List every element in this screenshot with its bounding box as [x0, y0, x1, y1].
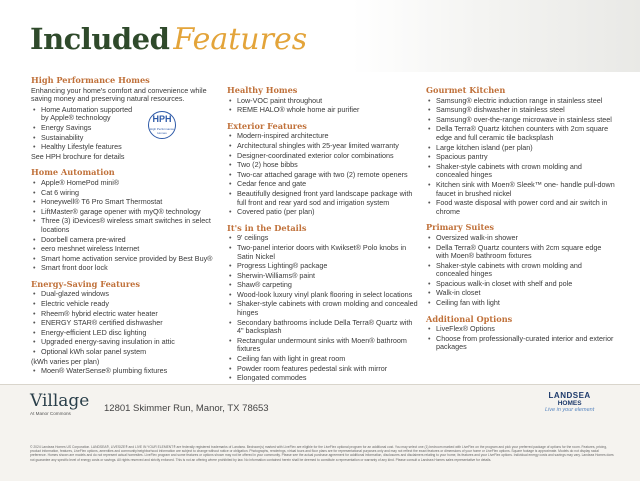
column-right — [426, 76, 616, 359]
column-middle — [227, 76, 419, 399]
list-item: • Sustainability — [31, 134, 141, 143]
list-item: • Covered patio (per plan) — [227, 208, 419, 217]
gourmet-kitchen-list — [426, 97, 616, 217]
list-item: • Rheem® hybrid electric water heater — [31, 310, 217, 319]
list-item: • Beautifully designed front yard landscape package with full front and rear yard sod and irrigation system — [227, 190, 419, 207]
landsea-logo-sub: HOMES — [557, 400, 582, 407]
energy-saving-list — [31, 290, 217, 375]
home-automation-list — [31, 179, 217, 273]
list-item: • Secondary bathrooms include Della Terra® Quartz with 4" backsplash — [227, 319, 419, 336]
list-item: • Spacious walk-in closet with shelf and pole — [426, 280, 616, 289]
list-item: • Ceiling fan with light — [426, 299, 616, 308]
list-item: • 9' ceilings — [227, 234, 419, 243]
column-left — [31, 76, 217, 383]
additional-options-list — [426, 325, 616, 352]
landsea-logo-main: LANDSEA — [548, 391, 591, 400]
page-header — [0, 0, 640, 72]
page-title — [30, 22, 307, 57]
list-item: • Della Terra® Quartz kitchen counters with 2cm square edge and full ceramic tile backsplash — [426, 125, 616, 142]
primary-suites-list — [426, 234, 616, 308]
section-title-additional-options: Additional Options — [426, 313, 513, 324]
community-address: 12801 Skimmer Run, Manor, TX 78653 — [104, 403, 269, 414]
list-item: • Cedar fence and gate — [227, 180, 419, 189]
title-part-2: Features — [173, 22, 308, 57]
list-item: • Wood-look luxury vinyl plank flooring in select locations — [227, 291, 419, 300]
list-item: • Large kitchen island (per plan) — [426, 144, 616, 153]
list-item: • Powder room features pedestal sink with mirror — [227, 365, 419, 374]
list-item: • Designer-coordinated exterior color combinations — [227, 152, 419, 161]
list-item: • LiveFlex® Options — [426, 325, 616, 334]
high-performance-intro: Enhancing your home's comfort and convenience while saving money and preserving natural resources. — [31, 85, 207, 104]
list-item: • Cat 6 wiring — [31, 189, 217, 198]
list-item: • Three (3) iDevices® wireless smart switches in select locations — [31, 217, 217, 234]
high-performance-list — [31, 106, 141, 152]
list-item: • Low-VOC paint throughout — [227, 97, 419, 106]
section-title-primary-suites: Primary Suites — [426, 222, 495, 233]
list-item: • Two-panel interior doors with Kwikset® Polo knobs in Satin Nickel — [227, 244, 419, 261]
list-item: • LiftMaster® garage opener with myQ® technology — [31, 208, 217, 217]
list-item: • Kitchen sink with Moen® Sleek™ one- handle pull-down faucet in brushed nickel — [426, 181, 616, 198]
list-item: • Doorbell camera pre-wired — [31, 236, 217, 245]
list-item: • Shaker-style cabinets with crown molding and concealed hinges — [227, 300, 419, 317]
section-title-high-performance: High Performance Homes — [31, 75, 150, 85]
list-item: • Food waste disposal with power cord and air switch in chrome — [426, 199, 616, 216]
section-title-energy-saving: Energy-Saving Features — [31, 278, 140, 289]
list-item: • Dual-glazed windows — [31, 290, 217, 299]
list-item: • Walk-in closet — [426, 289, 616, 298]
section-title-home-automation: Home Automation — [31, 167, 115, 178]
list-item: • Two (2) hose bibbs — [227, 161, 419, 170]
healthy-homes-list — [227, 97, 419, 115]
list-item: • Two-car attached garage with two (2) remote openers — [227, 171, 419, 180]
list-item: • Electric vehicle ready — [31, 300, 217, 309]
list-item: • Energy-efficient LED disc lighting — [31, 329, 217, 338]
details-list — [227, 234, 419, 392]
section-title-gourmet-kitchen: Gourmet Kitchen — [426, 85, 506, 95]
landsea-logo — [545, 391, 594, 413]
list-item: • Spacious pantry — [426, 153, 616, 162]
hph-brochure-note: See HPH brochure for details — [31, 151, 125, 161]
title-part-1: Included — [30, 22, 170, 56]
list-item: • Elongated commodes — [227, 374, 419, 383]
list-item: • Architectural shingles with 25-year limited warranty — [227, 142, 419, 151]
list-item: • Upgraded energy-saving insulation in attic — [31, 338, 217, 347]
landsea-tagline: Live in your element — [545, 407, 595, 413]
list-item: • Moen® WaterSense® plumbing fixtures — [31, 367, 217, 376]
village-logo-sub: At Manor Commons — [30, 411, 71, 416]
section-title-healthy-homes: Healthy Homes — [227, 85, 298, 95]
list-item: • Home Automation supported by Apple® technology — [31, 106, 141, 123]
list-item: • REME HALO® whole home air purifier — [227, 106, 419, 115]
list-item: • Samsung® electric induction range in stainless steel — [426, 97, 616, 106]
section-title-details: It's in the Details — [227, 222, 307, 233]
list-item: • Progress Lighting® package — [227, 262, 419, 271]
list-item: • Sherwin-Williams® paint — [227, 272, 419, 281]
list-item: • Optional kWh solar panel system — [31, 348, 217, 357]
list-item: • eero meshnet wireless Internet — [31, 245, 217, 254]
list-item: (kWh varies per plan) — [31, 356, 100, 366]
list-item: • Modern-inspired architecture — [227, 132, 419, 141]
list-item: • Apple® HomePod mini® — [31, 179, 217, 188]
list-item: • Energy Savings — [31, 124, 141, 133]
village-logo — [30, 393, 89, 416]
hph-badge-subtext: High Performance Homes — [149, 127, 175, 135]
list-item: • Choose from professionally-curated interior and exterior packages — [426, 335, 616, 352]
list-item: • ENERGY STAR® certified dishwasher — [31, 319, 217, 328]
list-item: • Honeywell® T6 Pro Smart Thermostat — [31, 198, 217, 207]
hph-badge-text: HPH — [152, 114, 172, 124]
legal-disclaimer: © 2024 Landsea Homes US Corporation. LANDSEA®, LIVESIZE® and LIVE IN YOUR ELEMENT® are federally registered trademarks of Landsea. Bedroom(s) marked with LiveFlex are eligible for the LiveFlex optional program for an additional cost. You may select one (1) bedroom marked with LiveFlex on the program and pick your preferred package of options for the room. Features, pricing, product information, features, LiveFlex options, amenities and community/neighborhood information are subject to change without notice or obligation. Photographs, renderings, virtual tours and floor plans are for representational purposes only and may not reflect the exact features or dimensions of your home or LiveFlex options. Square footage is approximate. Models do not display racial preference. Homes shown are models and do not represent actual homesites. LiveFlex program and some features or options shown may not be offered in your community. Please see the actual purchase agreement for additional information, disclosures and disclaimers relating to your home, its features and your LiveFlex options. Individual energy costs and savings may vary. Landsea Homes does not guarantee any specific level of energy costs or savings. All rights reserved and strictly enforced. This is not an offering where prohibited by law. No information contained herein shall be deemed to constitute a representation or warranty of any kind. Please consult a Landsea Homes sales representative for details. — [30, 445, 614, 462]
list-item: • Shaker-style cabinets with crown molding and concealed hinges — [426, 163, 616, 180]
list-item: • Della Terra® Quartz counters with 2cm square edge with Moen® bathroom fixtures — [426, 244, 616, 261]
section-title-exterior: Exterior Features — [227, 120, 307, 131]
exterior-list — [227, 132, 419, 216]
list-item: • Healthy Lifestyle features — [31, 143, 141, 152]
village-logo-main: Village — [30, 391, 90, 411]
list-item: • Shaw® carpeting — [227, 281, 419, 290]
list-item: • Rectangular undermount sinks with Moen® bathroom fixtures — [227, 337, 419, 354]
list-item: • Samsung® dishwasher in stainless steel — [426, 106, 616, 115]
list-item: • Smart home activation service provided by Best Buy® — [31, 255, 217, 264]
list-item: • Samsung® over-the-range microwave in stainless steel — [426, 116, 616, 125]
list-item: • Shaker-style cabinets with crown molding and concealed hinges — [426, 262, 616, 279]
list-item: • Smart front door lock — [31, 264, 217, 273]
list-item: • Oversized walk-in shower — [426, 234, 616, 243]
list-item: • Ceiling fan with light in great room — [227, 355, 419, 364]
page-footer — [0, 384, 640, 481]
